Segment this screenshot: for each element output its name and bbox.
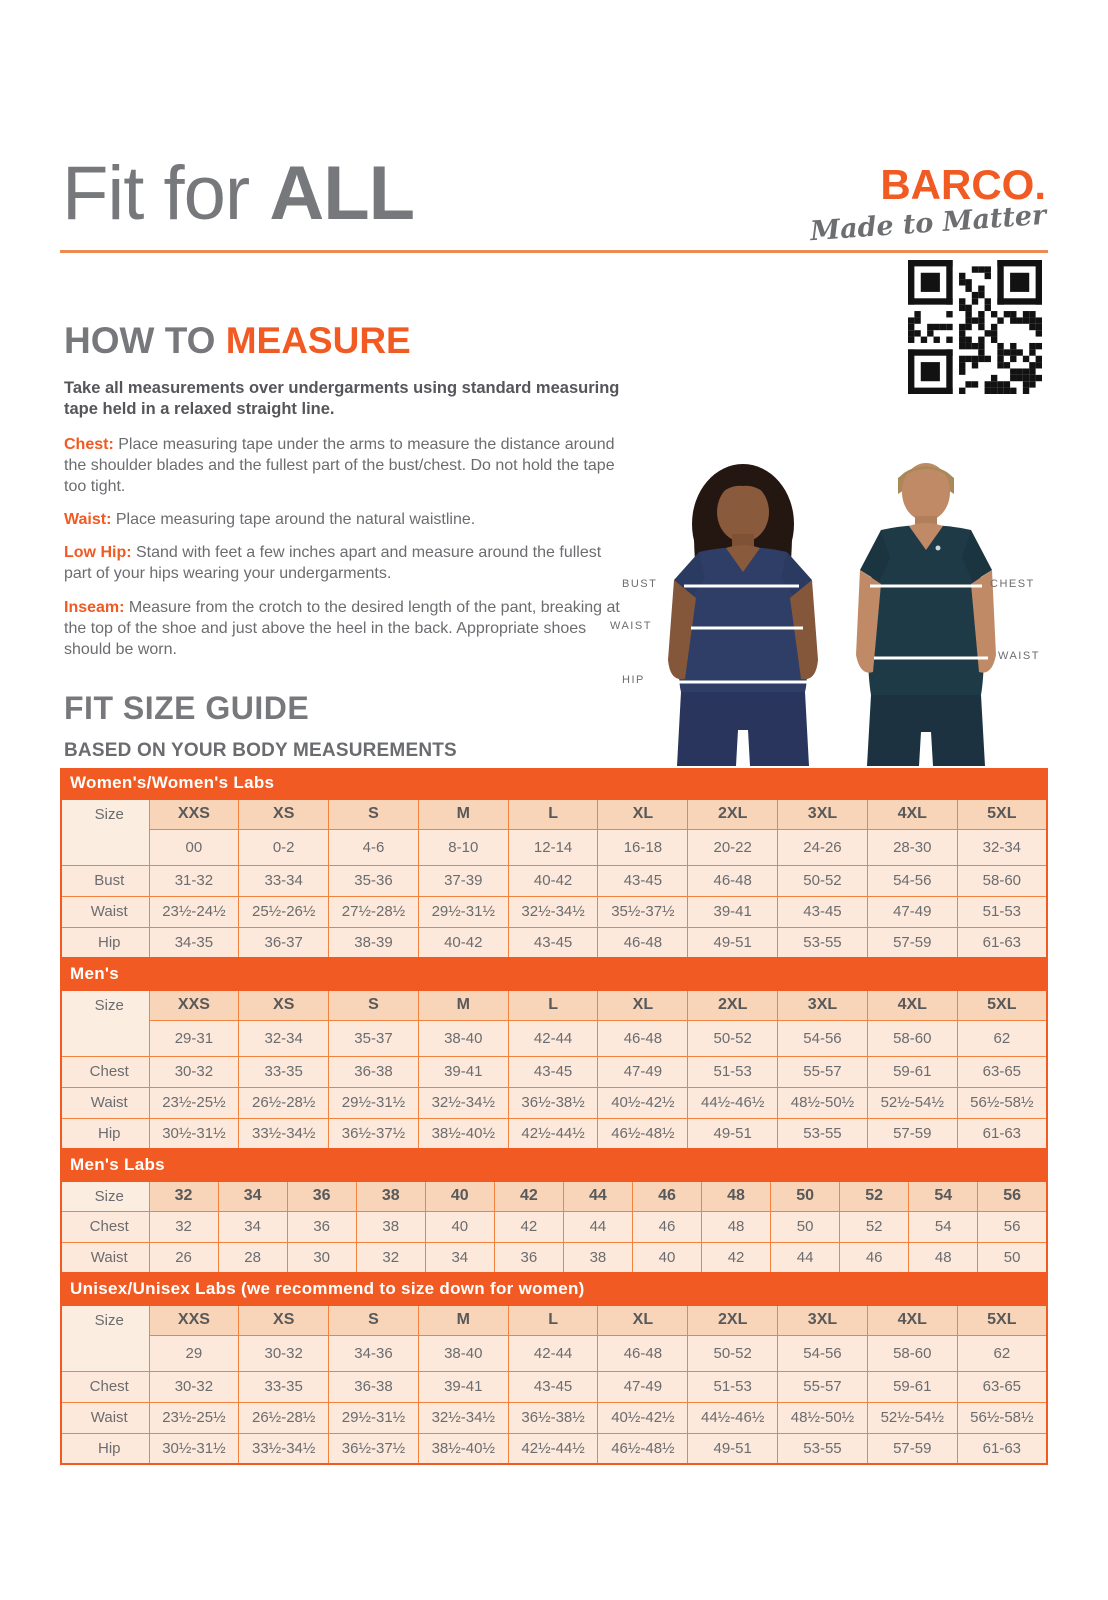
size-column-header: L [508,990,598,1020]
measurement-value: 32½-34½ [508,896,598,927]
measurement-value: 49-51 [688,1118,778,1149]
measurement-value: 53-55 [778,1118,868,1149]
measurement-row [61,1211,1047,1242]
size-column-header: XXS [149,799,239,829]
size-number-cell: 62 [957,1335,1047,1371]
page-title [62,151,415,236]
size-column-header: XS [239,1305,329,1335]
bust-label: BUST [622,578,658,590]
measurement-value: 59-61 [867,1056,957,1087]
measure-term: Chest: [64,435,114,453]
size-label-cell: Size [61,1181,149,1211]
measurement-value: 48½-50½ [778,1087,868,1118]
size-numbers-row [61,829,1047,865]
measurement-value: 39-41 [418,1371,508,1402]
page-title-light: Fit for [62,151,270,236]
measurement-row [61,1118,1047,1149]
measurement-value: 37-39 [418,865,508,896]
size-number-cell: 29-31 [149,1020,239,1056]
measurement-value: 44 [771,1242,840,1273]
measurement-value: 49-51 [688,1433,778,1464]
measurement-value: 55-57 [778,1371,868,1402]
measurement-value: 54-56 [867,865,957,896]
measurement-value: 36½-37½ [329,1118,419,1149]
measurement-value: 52½-54½ [867,1402,957,1433]
size-column-header: 34 [218,1181,287,1211]
measure-intro: Take all measurements over undergarments using standard measuring tape held in a relaxed straight line. [64,379,620,419]
measurement-value: 57-59 [867,1433,957,1464]
size-number-cell: 50-52 [688,1020,778,1056]
measurement-value: 48 [702,1211,771,1242]
measurement-value: 55-57 [778,1056,868,1087]
measurement-value: 46-48 [688,865,778,896]
measurement-value: 43-45 [508,927,598,958]
size-number-cell: 42-44 [508,1020,598,1056]
measurement-value: 29½-31½ [418,896,508,927]
waist-label-left: WAIST [610,620,652,632]
measurement-value: 26½-28½ [239,1087,329,1118]
measurement-value: 23½-24½ [149,896,239,927]
measurement-label: Bust [61,865,149,896]
qr-code-svg [908,260,1042,394]
measurement-label: Hip [61,927,149,958]
measurement-value: 29½-31½ [329,1087,419,1118]
measurement-value: 61-63 [957,927,1047,958]
measurement-value: 34 [218,1211,287,1242]
measurement-value: 43-45 [508,1056,598,1087]
measurement-label: Chest [61,1056,149,1087]
measurement-value: 40 [632,1242,701,1273]
measure-text: Stand with feet a few inches apart and measure around the fullest part of your hips wearing your undergarments. [64,544,602,583]
measurement-label: Waist [61,896,149,927]
measurement-value: 63-65 [957,1056,1047,1087]
measurement-value: 48 [909,1242,978,1273]
size-number-cell: 00 [149,829,239,865]
measurement-value: 52½-54½ [867,1087,957,1118]
measurement-value: 47-49 [598,1056,688,1087]
size-table-2 [60,959,1048,1150]
measurement-value: 29½-31½ [329,1402,419,1433]
hip-label: HIP [622,674,645,686]
size-column-header: XS [239,990,329,1020]
size-column-header: S [329,990,419,1020]
measurement-value: 58-60 [957,865,1047,896]
size-column-header: 42 [494,1181,563,1211]
measurement-value: 32 [356,1242,425,1273]
measure-term: Inseam: [64,598,125,616]
measurement-value: 46-48 [598,927,688,958]
size-label-cell: Size [61,1305,149,1371]
measurement-value: 54 [909,1211,978,1242]
size-grid [60,798,1048,959]
size-grid [60,1180,1048,1274]
measurement-value: 25½-26½ [239,896,329,927]
size-table-3 [60,1150,1048,1274]
size-column-header: 4XL [867,1305,957,1335]
size-number-cell: 35-37 [329,1020,419,1056]
measurement-value: 28 [218,1242,287,1273]
measurement-value: 36½-38½ [508,1402,598,1433]
size-column-header: 46 [632,1181,701,1211]
measurement-value: 44½-46½ [688,1087,778,1118]
size-table-4 [60,1274,1048,1465]
measurement-value: 50 [771,1211,840,1242]
measurement-value: 34-35 [149,927,239,958]
how-to-measure-heading [64,320,630,362]
measurement-value: 38-39 [329,927,419,958]
header-divider [60,250,1048,253]
measure-text: Place measuring tape under the arms to measure the distance around the shoulder blades and the fullest part of the bust/chest. Do not hold the tape too tight. [64,435,615,496]
size-column-header: 5XL [957,799,1047,829]
table-band-title: Unisex/Unisex Labs (we recommend to size down for women) [60,1274,1048,1304]
measurement-value: 33-34 [239,865,329,896]
measurement-value: 56 [978,1211,1047,1242]
size-column-header: 5XL [957,1305,1047,1335]
measurement-row [61,1402,1047,1433]
measurement-value: 30-32 [149,1371,239,1402]
size-table-1 [60,768,1048,959]
measurement-label: Waist [61,1402,149,1433]
measurement-value: 36 [287,1211,356,1242]
measurement-value: 46½-48½ [598,1118,688,1149]
measurement-value: 36½-38½ [508,1087,598,1118]
measurement-value: 63-65 [957,1371,1047,1402]
measurement-value: 61-63 [957,1433,1047,1464]
measurement-value: 34 [425,1242,494,1273]
measurement-label: Waist [61,1242,149,1273]
measurement-value: 30 [287,1242,356,1273]
size-number-cell: 58-60 [867,1335,957,1371]
measurement-label: Hip [61,1433,149,1464]
fit-size-guide-subheading: BASED ON YOUR BODY MEASUREMENTS [64,740,457,761]
waist-label-right: WAIST [998,650,1040,662]
measure-item-waist [64,509,630,530]
size-number-cell: 24-26 [778,829,868,865]
size-column-header: 3XL [778,799,868,829]
measurement-value: 59-61 [867,1371,957,1402]
measurement-value: 36 [494,1242,563,1273]
size-number-cell: 62 [957,1020,1047,1056]
size-number-cell: 54-56 [778,1335,868,1371]
barco-logo: BARCO. [880,161,1046,208]
measurement-value: 36-38 [329,1371,419,1402]
size-number-cell: 54-56 [778,1020,868,1056]
measurement-value: 38 [563,1242,632,1273]
table-band-title: Women's/Women's Labs [60,768,1048,798]
measurement-value: 40-42 [418,927,508,958]
measurement-value: 51-53 [688,1371,778,1402]
measurement-value: 42½-44½ [508,1118,598,1149]
measurement-value: 38½-40½ [418,1118,508,1149]
size-number-cell: 16-18 [598,829,688,865]
size-column-header: 38 [356,1181,425,1211]
size-column-header: XXS [149,990,239,1020]
measurement-value: 49-51 [688,927,778,958]
size-number-cell: 20-22 [688,829,778,865]
size-column-header: XL [598,1305,688,1335]
measurement-value: 26 [149,1242,218,1273]
size-column-header: 5XL [957,990,1047,1020]
brand-block [808,161,1047,248]
measure-term: Waist: [64,511,112,529]
size-column-header: M [418,990,508,1020]
measure-item-chest [64,434,630,497]
size-column-header: S [329,1305,419,1335]
table-band-title: Men's [60,959,1048,989]
measurement-value: 61-63 [957,1118,1047,1149]
measurement-value: 46 [840,1242,909,1273]
measurement-value: 33½-34½ [239,1118,329,1149]
size-column-header: 44 [563,1181,632,1211]
measurement-value: 57-59 [867,927,957,958]
measurement-value: 42½-44½ [508,1433,598,1464]
size-column-header: 4XL [867,990,957,1020]
measurement-value: 30½-31½ [149,1118,239,1149]
measurement-value: 33½-34½ [239,1433,329,1464]
measurement-value: 51-53 [957,896,1047,927]
size-column-header: 4XL [867,799,957,829]
chest-label: CHEST [990,578,1035,590]
size-number-cell: 42-44 [508,1335,598,1371]
measurement-value: 32½-34½ [418,1087,508,1118]
measure-text: Measure from the crotch to the desired length of the pant, breaking at the top of the shoe and just above the heel in the back. Appropriate shoes should be worn. [64,598,620,658]
page-title-bold: ALL [269,151,415,236]
measurement-value: 35-36 [329,865,419,896]
size-number-cell: 8-10 [418,829,508,865]
measurement-value: 26½-28½ [239,1402,329,1433]
measurement-value: 23½-25½ [149,1087,239,1118]
measurement-value: 32½-34½ [418,1402,508,1433]
measurement-label: Waist [61,1087,149,1118]
size-number-cell: 32-34 [239,1020,329,1056]
heading-gray-part: HOW TO [64,320,216,361]
measurement-value: 23½-25½ [149,1402,239,1433]
size-column-header: XS [239,799,329,829]
size-number-cell: 50-52 [688,1335,778,1371]
size-column-header: 2XL [688,799,778,829]
size-column-header: 52 [840,1181,909,1211]
size-number-cell: 28-30 [867,829,957,865]
measurement-value: 56½-58½ [957,1402,1047,1433]
size-column-header: S [329,799,419,829]
how-to-measure-section [64,320,630,672]
size-column-header: 54 [909,1181,978,1211]
size-number-cell: 34-36 [329,1335,419,1371]
size-label-cell: Size [61,990,149,1056]
measurement-value: 43-45 [778,896,868,927]
measurement-value: 40-42 [508,865,598,896]
measurement-value: 51-53 [688,1056,778,1087]
measurement-value: 39-41 [688,896,778,927]
measurement-label: Hip [61,1118,149,1149]
measurement-label: Chest [61,1211,149,1242]
measure-item-low-hip [64,542,630,584]
measurement-value: 53-55 [778,1433,868,1464]
size-number-cell: 38-40 [418,1020,508,1056]
measurement-row [61,865,1047,896]
size-column-header: 50 [771,1181,840,1211]
size-number-cell: 46-48 [598,1020,688,1056]
measure-text: Place measuring tape around the natural waistline. [111,511,476,529]
measurement-value: 57-59 [867,1118,957,1149]
size-column-header: 2XL [688,990,778,1020]
measurement-value: 53-55 [778,927,868,958]
size-numbers-row [61,1020,1047,1056]
size-grid [60,989,1048,1150]
measurement-value: 47-49 [867,896,957,927]
size-number-cell: 38-40 [418,1335,508,1371]
measurement-value: 42 [702,1242,771,1273]
measurement-value: 33-35 [239,1056,329,1087]
measurement-value: 40½-42½ [598,1087,688,1118]
measurement-value: 35½-37½ [598,896,688,927]
size-number-cell: 0-2 [239,829,329,865]
measurement-value: 38 [356,1211,425,1242]
size-number-cell: 12-14 [508,829,598,865]
fit-size-guide-heading: FIT SIZE GUIDE [64,690,310,726]
size-column-header: XXS [149,1305,239,1335]
measurement-value: 50-52 [778,865,868,896]
man-figure [856,463,996,766]
heading-orange-part: MEASURE [225,320,411,361]
measurement-value: 38½-40½ [418,1433,508,1464]
measurement-value: 44 [563,1211,632,1242]
size-column-header: 56 [978,1181,1047,1211]
size-column-header: XL [598,799,688,829]
size-numbers-row [61,1335,1047,1371]
measurement-row [61,1242,1047,1273]
measurement-value: 39-41 [418,1056,508,1087]
measurement-value: 44½-46½ [688,1402,778,1433]
measurement-value: 36-38 [329,1056,419,1087]
measurement-row [61,1087,1047,1118]
measurement-value: 33-35 [239,1371,329,1402]
measurement-value: 27½-28½ [329,896,419,927]
measurement-value: 31-32 [149,865,239,896]
size-column-header: 32 [149,1181,218,1211]
size-grid [60,1304,1048,1465]
models-photo [600,428,1106,766]
measurement-row [61,1056,1047,1087]
size-number-cell: 4-6 [329,829,419,865]
size-column-header: 3XL [778,1305,868,1335]
size-number-cell: 30-32 [239,1335,329,1371]
measurement-row [61,896,1047,927]
size-number-cell: 32-34 [957,829,1047,865]
brand-tagline: Made to Matter [808,199,1047,248]
measure-term: Low Hip: [64,544,132,562]
measurement-value: 46 [632,1211,701,1242]
size-number-cell: 46-48 [598,1335,688,1371]
size-column-header: L [508,1305,598,1335]
qr-code [908,260,1042,394]
measurement-value: 50 [978,1242,1047,1273]
size-column-header: 36 [287,1181,356,1211]
measurement-value: 40 [425,1211,494,1242]
size-column-header: 3XL [778,990,868,1020]
size-column-header: L [508,799,598,829]
measurement-row [61,1433,1047,1464]
measurement-value: 43-45 [508,1371,598,1402]
measurement-value: 36½-37½ [329,1433,419,1464]
woman-figure [668,464,818,766]
size-tables [60,768,1048,1465]
measurement-value: 46½-48½ [598,1433,688,1464]
measurement-row [61,927,1047,958]
measurement-value: 42 [494,1211,563,1242]
measurement-value: 32 [149,1211,218,1242]
measurement-value: 40½-42½ [598,1402,688,1433]
size-column-header: 40 [425,1181,494,1211]
table-band-title: Men's Labs [60,1150,1048,1180]
size-column-header: M [418,1305,508,1335]
measurement-value: 56½-58½ [957,1087,1047,1118]
size-number-cell: 29 [149,1335,239,1371]
size-column-header: 48 [702,1181,771,1211]
measurement-value: 30-32 [149,1056,239,1087]
measure-item-inseam [64,597,630,660]
measurement-label: Chest [61,1371,149,1402]
size-number-cell: 58-60 [867,1020,957,1056]
models-illustration [600,428,1106,766]
measurement-value: 47-49 [598,1371,688,1402]
measurement-row [61,1371,1047,1402]
measurement-value: 43-45 [598,865,688,896]
measurement-value: 52 [840,1211,909,1242]
measurement-value: 30½-31½ [149,1433,239,1464]
size-column-header: 2XL [688,1305,778,1335]
size-column-header: XL [598,990,688,1020]
measurement-value: 36-37 [239,927,329,958]
measurement-value: 48½-50½ [778,1402,868,1433]
size-label-cell: Size [61,799,149,865]
size-column-header: M [418,799,508,829]
